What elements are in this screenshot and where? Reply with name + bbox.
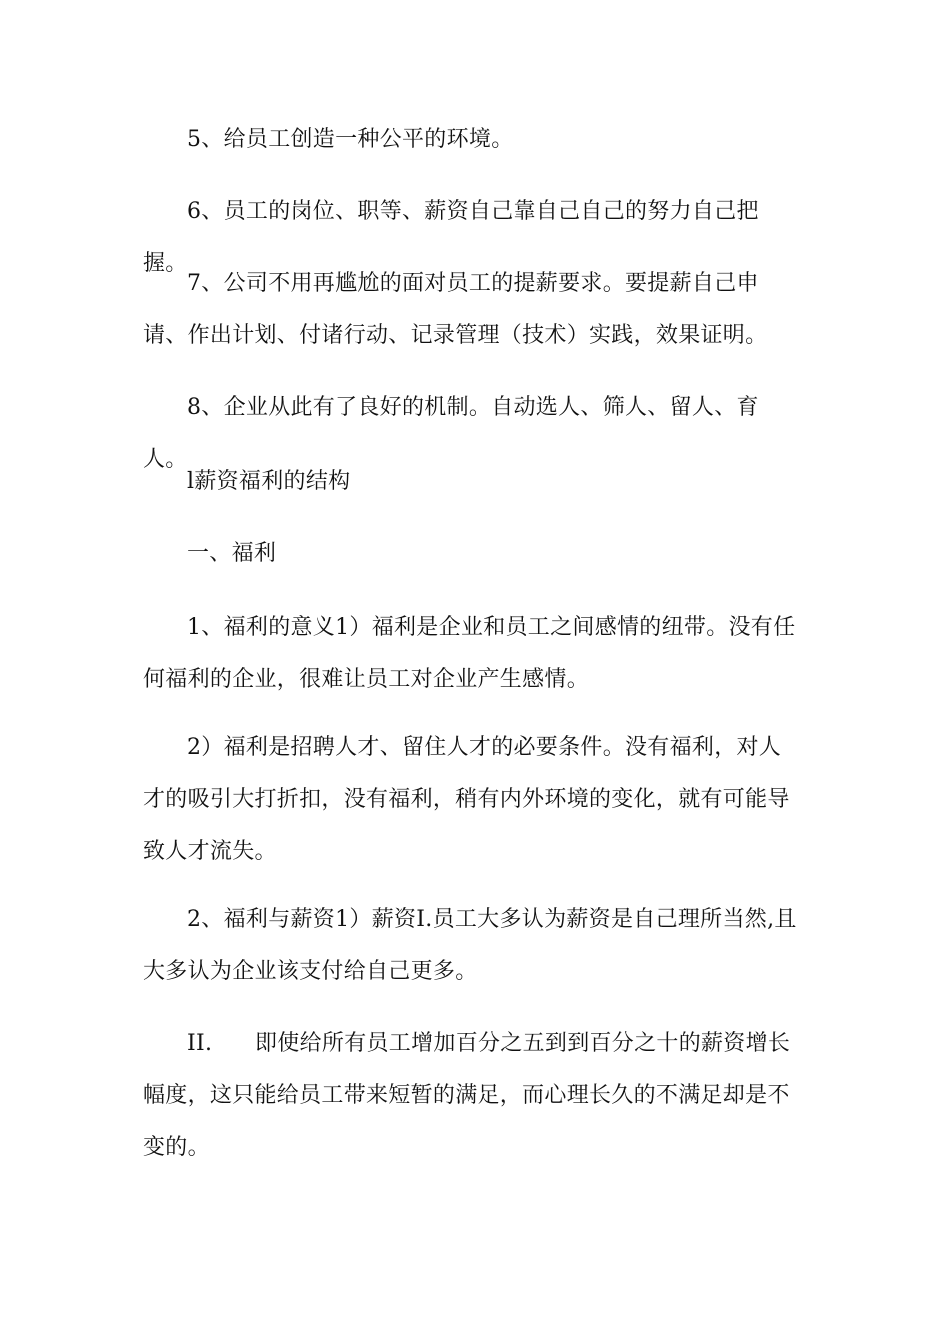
paragraph-benefit-meaning: 1、福利的意义1）福利是企业和员工之间感情的纽带。没有任何福利的企业，很难让员工对企业产生感情。 — [143, 615, 796, 692]
section-heading-benefits: 一、福利 — [187, 541, 277, 566]
paragraph-item-5: 5、给员工创造一种公平的环境。 — [187, 127, 514, 152]
list-marker: II. — [187, 1031, 213, 1056]
paragraph-item-8: 8、企业从此有了良好的机制。自动选人、筛人、留人、育人。 — [143, 395, 759, 472]
section-heading-salary-structure: l薪资福利的结构 — [187, 469, 351, 494]
paragraph-benefit-recruitment: 2）福利是招聘人才、留住人才的必要条件。没有福利，对人才的吸引大打折扣，没有福利，稍有内外环境的变化，就有可能导致人才流失。 — [143, 735, 790, 864]
paragraph-item-7: 7、公司不用再尴尬的面对员工的提薪要求。要提薪自己申请、作出计划、付诸行动、记录管理（技术）实践，效果证明。 — [143, 271, 768, 348]
paragraph-benefit-vs-salary: 2、福利与薪资1）薪资I.员工大多认为薪资是自己理所当然,且大多认为企业该支付给自己更多。 — [143, 907, 797, 984]
paragraph-salary-increase-text: 即使给所有员工增加百分之五到到百分之十的薪资增长幅度，这只能给员工带来短暂的满足，而心理长久的不满足却是不变的。 — [143, 1031, 791, 1160]
paragraph-item-6: 6、员工的岗位、职等、薪资自己靠自己自己的努力自己把握。 — [143, 199, 759, 276]
paragraph-salary-increase — [143, 1018, 803, 1174]
